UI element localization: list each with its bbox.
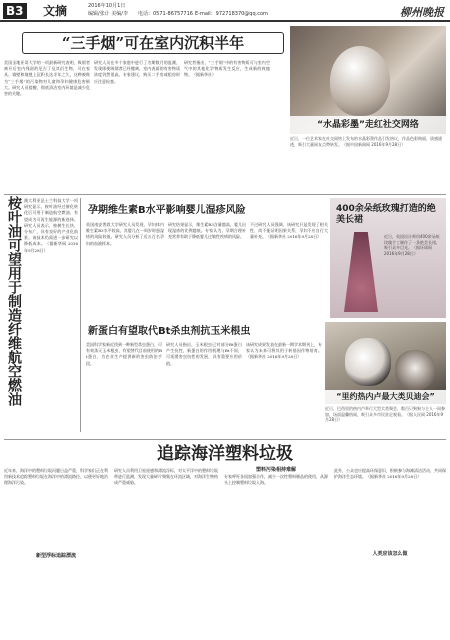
meta-email: E-mail：972718370@qq.com: [195, 11, 268, 17]
photo-crystal-ink: [290, 26, 446, 134]
article3-col2: 研究人员指出，玉米根虫已对部分Bt蛋白产生抗性，新蛋白的作用机理与Bt不同，可延缓害虫抗性的发展，具有重要应用价值。: [166, 342, 242, 366]
article1-col1: 美国圣地亚哥大学的一项最新研究表明，吸烟者离开后室内残留的尼古丁及其衍生物，可在家具、墙壁和地毯上沉积长达半年之久，这种被称为“三手烟”的污染物对儿童和孕妇健康危害极大。研究人员提醒，彻底清洁室内环境是减少危害的关键。: [4, 60, 90, 97]
article3-col3: 该研究成果发表在最新一期学术期刊上，专家认为未来可将其用于转基因作物培育。（据新华社 2016年9月28日）: [246, 342, 322, 360]
divider: [4, 439, 446, 440]
article2-title: 孕期维生素B水平影响婴儿湿疹风险: [88, 205, 246, 216]
photo2-caption: 近日，英国设计师用400余朵纸玫瑰手工制作了一条绝美长裙，吸引众多目光。（据环球网 2016年9月28日）: [384, 234, 440, 256]
divider: [80, 198, 81, 432]
sidebar1-body: 澳大利亚昆士兰科技大学一项研究显示，桉叶油经过催化转化后可用于制造航空燃油，有望成为可再生能源的新选择。研究人员表示，桉树生长快、分布广，具有良好的产业化前景。该技术仍需进一步研究以降低成本。（据新华网 2016年9月28日）: [24, 198, 78, 253]
article4-subhead1: 新型浮标追踪漂流: [35, 553, 76, 559]
photo-dogs: [325, 322, 446, 404]
photo1-caption-title: “水晶彩墨”走红社交网络: [290, 116, 446, 134]
article4-title: 追踪海洋塑料垃圾: [157, 444, 293, 464]
article2-col2: 研究结果显示，维生素B3含量越高，婴儿出现湿疹的比例越低。专家认为，孕期合理补充营养有助于降低婴儿过敏性疾病的风险。: [168, 222, 246, 240]
section-name: 文摘: [43, 4, 68, 18]
article2-col3: 不过研究人员强调，该研究只是发现了相关性，尚不能证明因果关系，孕妇不应自行大量补充。（据新华社 2016年9月28日）: [250, 222, 328, 240]
photo-paper-rose-dress: [330, 198, 446, 318]
photo3-caption: 近日，巴西里约热内卢举行大型犬类聚会，数百只狗狗与主人一同参加，场面温馨热闹，吸引众多市民驻足观看。（据人民网 2016年9月28日）: [325, 406, 445, 422]
article4-col4: 此外，公众也应提高环保意识，积极参与海滩清洁活动，共同保护海洋生态环境。（据新华社 2016年9月28日）: [334, 468, 446, 480]
article1-col3: 研究者指出，“三手烟”中的有害物质可与室内空气中的其他化学物质发生反应，生成新的致癌物。（据新华社）: [184, 60, 270, 78]
dog-icon: [345, 338, 391, 386]
article4-col2: 研究人员利用卫星遥感和漂流浮标，对太平洋中的塑料垃圾带进行监测，发现大量碎片聚集在环流区域，对海洋生物构成严重威胁。: [114, 468, 218, 486]
meta-editor: 编辑/张计 美编/李: [88, 11, 128, 17]
photo3-headline: “里约热内卢最大类贝迪会”: [325, 390, 446, 404]
article1-col2: 研究人员在多个家庭中进行了为期数月的监测，发现即使吸烟者已经搬离，室内表面的有害物质浓度仍然很高。专家建议，购买二手房或租房时应注意检查。: [94, 60, 180, 84]
article3-title: 新蛋白有望取代Bt杀虫剂抗玉米根虫: [88, 326, 251, 337]
crystal-shape-icon: [330, 46, 390, 116]
dog-icon: [395, 350, 435, 390]
page-header: [0, 0, 450, 22]
divider: [4, 194, 446, 195]
article1-title: “三手烟”可在室内沉积半年: [22, 32, 284, 54]
masthead: 柳州晚报: [400, 6, 444, 19]
meta-date: 2016年10月1日: [88, 3, 126, 9]
article4-subhead2: 塑料污染相持难解: [255, 467, 296, 473]
photo1-caption: 近日，一位艺术家在社交网络上发布的水晶彩墨作品引发热议，作品色彩绚丽，质感通透，吸引大量网友点赞转发。（据中国新闻网 2016年9月28日）: [290, 136, 442, 147]
dress-figure-icon: [344, 232, 378, 312]
article3-col1: 美国科学家新近找到一种新型杀虫蛋白，可有效杀灭玉米根虫，有望替代目前使用的Bt蛋白，为农业生产提供新的害虫防治手段。: [86, 342, 162, 366]
sidebar1-title: 桉叶油可望用于制造纤维航空燃油: [6, 196, 22, 406]
photo2-headline: 400余朵纸玫瑰打造的绝美长裙: [336, 204, 436, 225]
article2-col1: 英国南安普敦大学研究人员发现，孕妇体内维生素B3水平较高，其婴儿在一周岁时患湿疹的风险较低。研究人员分析了近五百名孕妇的血液样本。: [86, 222, 164, 246]
meta-phone: 电话：0571-86757716: [138, 11, 193, 17]
section-code: B3: [3, 3, 27, 19]
article4-col3: 专家呼吁各国加强合作，减少一次性塑料制品的使用，从源头上控制塑料垃圾入海。: [224, 474, 328, 486]
article4-subhead3: 人类应该怎么做: [372, 551, 408, 557]
article4-col1: 近年来，海洋中的塑料垃圾问题日益严重，科学家们正在利用新技术追踪塑料垃圾在海洋中的漂流路径，以便更好地治理海洋污染。: [4, 468, 108, 486]
